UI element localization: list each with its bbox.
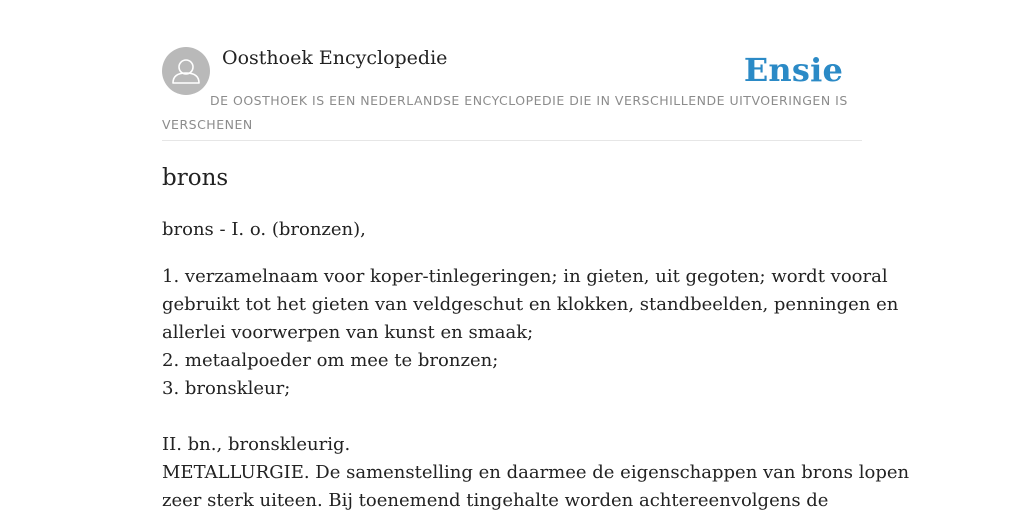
paragraph-break xyxy=(162,403,862,431)
entry-heading: brons - I. o. (bronzen), xyxy=(162,219,366,240)
avatar[interactable] xyxy=(162,47,210,95)
article-line: gebruikt tot het gieten van veldgeschut en klokken, standbeelden, penningen en xyxy=(162,294,899,315)
site-name-link[interactable]: Oosthoek Encyclopedie xyxy=(222,47,448,69)
page-title: brons xyxy=(162,165,229,191)
page xyxy=(162,0,910,511)
site-tagline: DE OOSTHOEK IS EEN NEDERLANDSE ENCYCLOPEDIE DIE IN VERSCHILLENDE UITVOERINGEN IS VERSCHENEN xyxy=(162,93,848,132)
user-icon xyxy=(162,47,210,95)
article-line: II. bn., bronskleurig. xyxy=(162,434,351,455)
article-line: 3. bronskleur; xyxy=(162,378,291,399)
article-body xyxy=(162,263,910,512)
brand-logo[interactable]: Ensie xyxy=(743,51,843,89)
article-line: METALLURGIE. De samenstelling en daarmee de eigenschappen van brons lopen xyxy=(162,462,910,483)
article-line: zeer sterk uiteen. Bij toenemend tingehalte worden achtereenvolgens de xyxy=(162,490,829,511)
article-line: 1. verzamelnaam voor koper-tinlegeringen; in gieten, uit gegoten; wordt vooral xyxy=(162,266,888,287)
site-header xyxy=(162,0,862,141)
article-line: allerlei voorwerpen van kunst en smaak; xyxy=(162,322,534,343)
article-line: 2. metaalpoeder om mee te bronzen; xyxy=(162,350,499,371)
